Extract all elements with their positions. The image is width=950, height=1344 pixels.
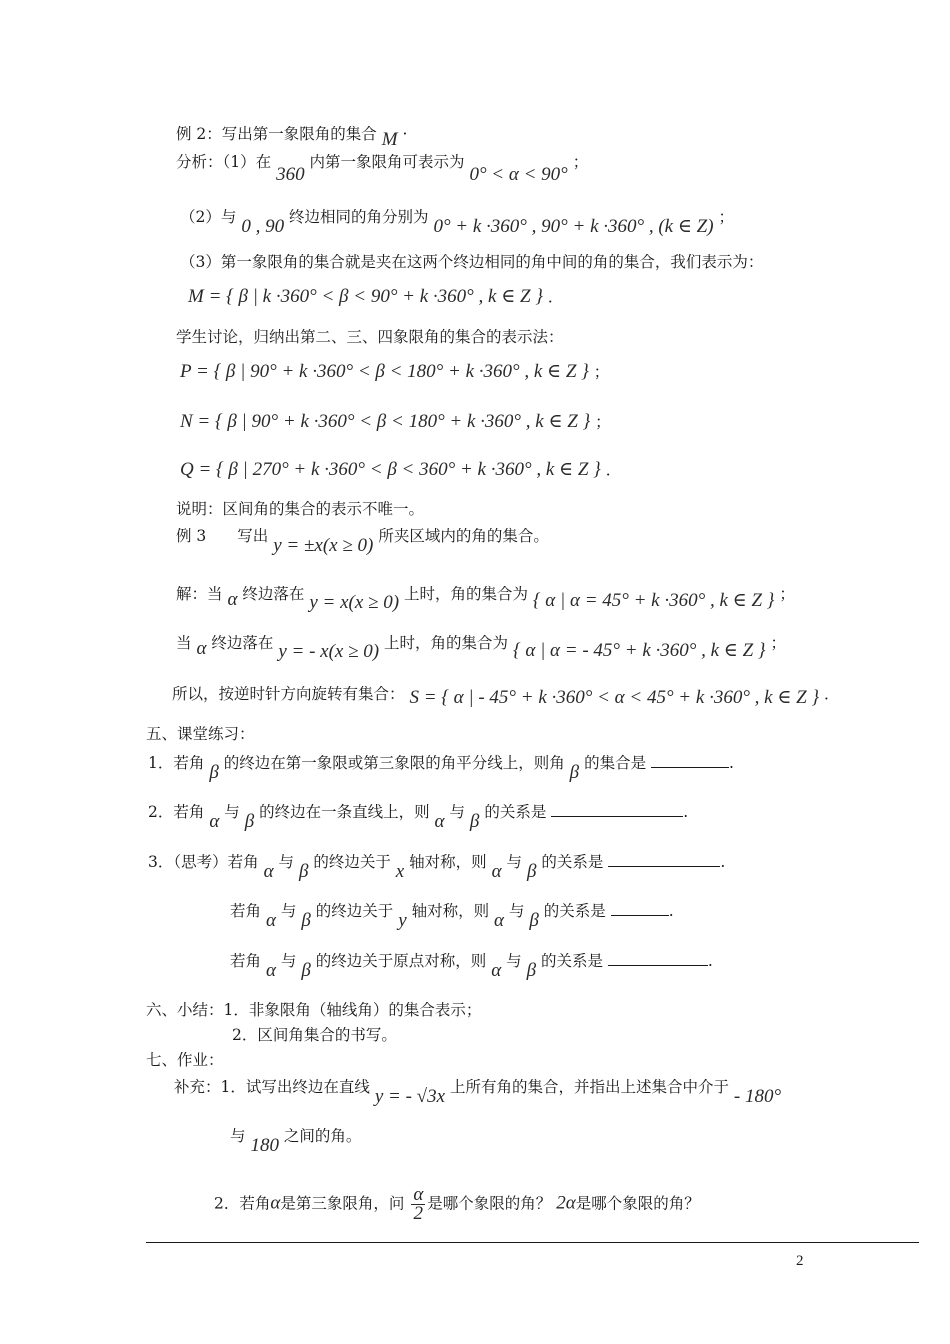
homework-1-cont — [230, 1126, 362, 1156]
ex3-text-b: 所夹区域内的角的集合。 — [378, 527, 549, 545]
hw2-text-a: 2．若角 — [214, 1194, 271, 1213]
ex2-p2-text-a: （2）与 — [180, 208, 237, 226]
ex2-p2-math-2: 0° + k ·360° , 90° + k ·360° , (k ∈ Z) — [433, 216, 714, 237]
set-S-math: S = { α | - 45° + k ·360° < α < 45° + k ·360° , k ∈ Z } — [409, 687, 820, 708]
practice-q3 — [148, 851, 726, 882]
hw2-text-b: 是第三象限角，问 — [280, 1194, 405, 1213]
hw2-alpha: α — [270, 1192, 281, 1214]
q5-text-d: 与 — [506, 952, 522, 970]
q5-answer-blank[interactable] — [608, 950, 708, 966]
q3-end: . — [720, 853, 726, 871]
set-M-end: ． — [547, 288, 564, 306]
q4-end: . — [668, 902, 674, 920]
q5-alpha-1: α — [265, 960, 276, 981]
q5-text-b: 与 — [280, 952, 297, 970]
hw2-text-c: 是哪个象限的角？ — [427, 1194, 552, 1213]
ex3-s2-math-2: y = - x(x ≥ 0) — [278, 641, 380, 662]
q3-text-f: 的关系是 — [541, 853, 604, 871]
ex3-solution-2 — [176, 633, 786, 662]
q1-answer-blank[interactable] — [651, 752, 729, 768]
set-N-math: N = { β | 90° + k ·360° < β < 180° + k ·360° , k ∈ Z } — [180, 411, 591, 432]
q4-text-e: 与 — [508, 902, 525, 920]
ex3-s2-text-b: 终边落在 — [211, 634, 274, 652]
q3-alpha-2: α — [491, 861, 502, 882]
set-Q-math: Q = { β | 270° + k ·360° < β < 360° + k ·360° , k ∈ Z } — [180, 459, 601, 480]
practice-q1 — [148, 752, 734, 783]
ex2-p2-text-b: 终边相同的角分别为 — [289, 208, 429, 226]
set-Q-end: ． — [605, 461, 622, 479]
set-N-line — [180, 412, 611, 432]
footer-rule — [146, 1242, 919, 1243]
hw1-text-b: 上所有角的集合，并指出上述集合中介于 — [449, 1078, 729, 1096]
fraction-numerator: α — [413, 1184, 424, 1205]
q3-text-c: 的终边关于 — [313, 853, 391, 871]
ex2-analysis-1 — [176, 152, 589, 185]
set-P-end: ； — [593, 363, 610, 381]
q3-beta-2: β — [527, 861, 537, 882]
q3-text-a: 3．（思考）若角 — [148, 853, 259, 871]
hw1-text-c: 与 — [230, 1127, 246, 1145]
q1-beta-2: β — [569, 762, 580, 783]
q2-alpha-2: α — [434, 811, 445, 832]
hw1-line-equation: y = - √3x — [374, 1086, 446, 1107]
q4-text-b: 与 — [280, 902, 297, 920]
q3-answer-blank[interactable] — [608, 851, 720, 867]
hw1-minus-180: - 180° — [733, 1086, 782, 1107]
hw1-text-d: 之间的角。 — [283, 1127, 362, 1145]
q4-alpha-2: α — [494, 910, 504, 931]
q1-end: . — [729, 754, 734, 772]
ex2-title: 例 2：写出第一象限角的集合 — [176, 125, 377, 143]
q5-text-e: 的关系是 — [540, 952, 603, 970]
hw1-180: 180 — [250, 1135, 279, 1156]
q1-beta-1: β — [209, 762, 219, 783]
ex3-s1-end: ； — [779, 585, 795, 603]
ex2-p2-end: ； — [718, 208, 735, 226]
q2-alpha-1: α — [209, 811, 220, 832]
practice-q3-y — [230, 900, 674, 931]
q5-text-c: 的终边关于原点对称，则 — [315, 952, 487, 970]
ex2-title-line: 例 2：写出第一象限角的集合 M · — [176, 125, 408, 150]
set-P-line — [180, 362, 609, 382]
q5-beta-2: β — [526, 960, 537, 981]
ex3-s2-alpha: α — [196, 638, 207, 659]
ex3-text-a: 例 3 写出 — [176, 527, 269, 545]
ex2-p1-text-a: 分析：（1）在 — [176, 153, 272, 171]
homework-1 — [174, 1077, 782, 1107]
ex3-solution-1 — [176, 584, 795, 613]
ex2-analysis-2 — [180, 207, 735, 237]
discussion-text: 学生讨论，归纳出第二、三、四象限角的集合的表示法： — [176, 328, 564, 346]
ex2-p1-math-1: 360 — [276, 164, 305, 185]
q3-beta-1: β — [298, 861, 309, 882]
q4-answer-blank[interactable] — [611, 900, 669, 916]
q2-text-d: 与 — [449, 803, 465, 821]
q4-beta-1: β — [301, 910, 311, 931]
q5-beta-1: β — [301, 960, 311, 981]
set-M-math: M = { β | k ·360° < β < 90° + k ·360° , k ∈ Z } — [188, 286, 543, 307]
set-Q-line — [180, 460, 621, 480]
ex2-p1-math-2: 0° < α < 90° — [469, 164, 568, 185]
q2-text-e: 的关系是 — [484, 803, 547, 821]
q4-text-d: 轴对称，则 — [411, 902, 490, 920]
practice-heading: 五、课堂练习： — [146, 725, 255, 743]
q3-alpha-1: α — [263, 861, 274, 882]
q1-text-a: 1．若角 — [148, 754, 205, 772]
ex3-title-line — [176, 526, 549, 556]
practice-q2 — [148, 801, 689, 832]
q4-text-f: 的关系是 — [543, 902, 606, 920]
ex2-p1-end: ； — [572, 153, 589, 171]
summary-line-1: 六、小结：1．非象限角（轴线角）的集合表示； — [146, 1001, 482, 1019]
page-number: 2 — [796, 1253, 804, 1269]
q2-text-a: 2．若角 — [148, 803, 205, 821]
q2-answer-blank[interactable] — [551, 801, 683, 817]
q3-text-d: 轴对称，则 — [409, 853, 487, 871]
q2-text-b: 与 — [224, 803, 240, 821]
ex3-s1-math-2: y = x(x ≥ 0) — [309, 592, 400, 613]
hw2-two-alpha: 2α — [556, 1192, 576, 1214]
ex2-title-math: M — [381, 129, 398, 150]
ex3-solution-3 — [172, 684, 840, 708]
fraction-denominator: 2 — [413, 1203, 424, 1224]
q1-text-b: 的终边在第一象限或第三象限的角平分线上，则角 — [223, 754, 565, 772]
ex2-p2-math-1: 0 , 90 — [241, 216, 285, 237]
ex3-s1-alpha: α — [227, 589, 238, 610]
q4-text-a: 若角 — [230, 902, 262, 920]
q3-text-b: 与 — [278, 853, 294, 871]
ex2-p1-text-b: 内第一象限角可表示为 — [309, 153, 465, 171]
homework-2 — [214, 1186, 700, 1223]
q5-text-a: 若角 — [230, 952, 262, 970]
ex3-s3-text: 所以，按逆时针方向旋转有集合： — [172, 685, 405, 703]
q4-text-c: 的终边关于 — [315, 902, 394, 920]
ex3-s3-end: ． — [824, 685, 840, 703]
set-N-end: ； — [595, 413, 611, 431]
q5-end: . — [707, 952, 713, 970]
q4-beta-2: β — [529, 910, 539, 931]
q2-end: . — [683, 803, 689, 821]
q2-text-c: 的终边在一条直线上，则 — [259, 803, 430, 821]
ex3-s1-math-3: { α | α = 45° + k ·360° , k ∈ Z } — [532, 590, 775, 611]
ex3-s1-text-a: 解：当 — [176, 585, 223, 603]
q1-text-c: 的集合是 — [584, 754, 647, 772]
ex3-s2-text-c: 上时，角的集合为 — [384, 634, 509, 652]
set-M-line — [188, 287, 563, 307]
ex3-s2-text-a: 当 — [176, 634, 192, 652]
hw1-text-a: 补充：1．试写出终边在直线 — [174, 1078, 370, 1096]
q5-alpha-2: α — [491, 960, 502, 981]
set-P-math: P = { β | 90° + k ·360° < β < 180° + k ·360° , k ∈ Z } — [180, 361, 589, 382]
summary-line-2: 2．区间角集合的书写。 — [232, 1026, 397, 1044]
alpha-over-2-fraction — [411, 1186, 425, 1223]
ex3-math-1: y = ±x(x ≥ 0) — [273, 535, 374, 556]
q3-x-axis: x — [395, 861, 405, 882]
q3-text-e: 与 — [506, 853, 523, 871]
discussion-note: 说明：区间角的集合的表示不唯一。 — [176, 500, 425, 518]
ex3-s2-math-3: { α | α = - 45° + k ·360° , k ∈ Z } — [513, 640, 766, 661]
homework-heading: 七、作业： — [146, 1051, 224, 1069]
practice-q3-origin — [230, 950, 713, 981]
q2-beta-1: β — [244, 811, 255, 832]
q4-alpha-1: α — [265, 910, 276, 931]
ex3-s1-text-c: 上时，角的集合为 — [403, 585, 528, 603]
hw2-text-d: 是哪个象限的角？ — [575, 1194, 700, 1213]
ex2-analysis-3: （3）第一象限角的集合就是夹在这两个终边相同的角中间的角的集合，我们表示为： — [180, 253, 764, 271]
q4-y-axis: y — [398, 910, 407, 931]
ex3-s1-text-b: 终边落在 — [242, 585, 305, 603]
ex3-s2-end: ； — [770, 634, 786, 652]
q2-beta-2: β — [469, 811, 480, 832]
